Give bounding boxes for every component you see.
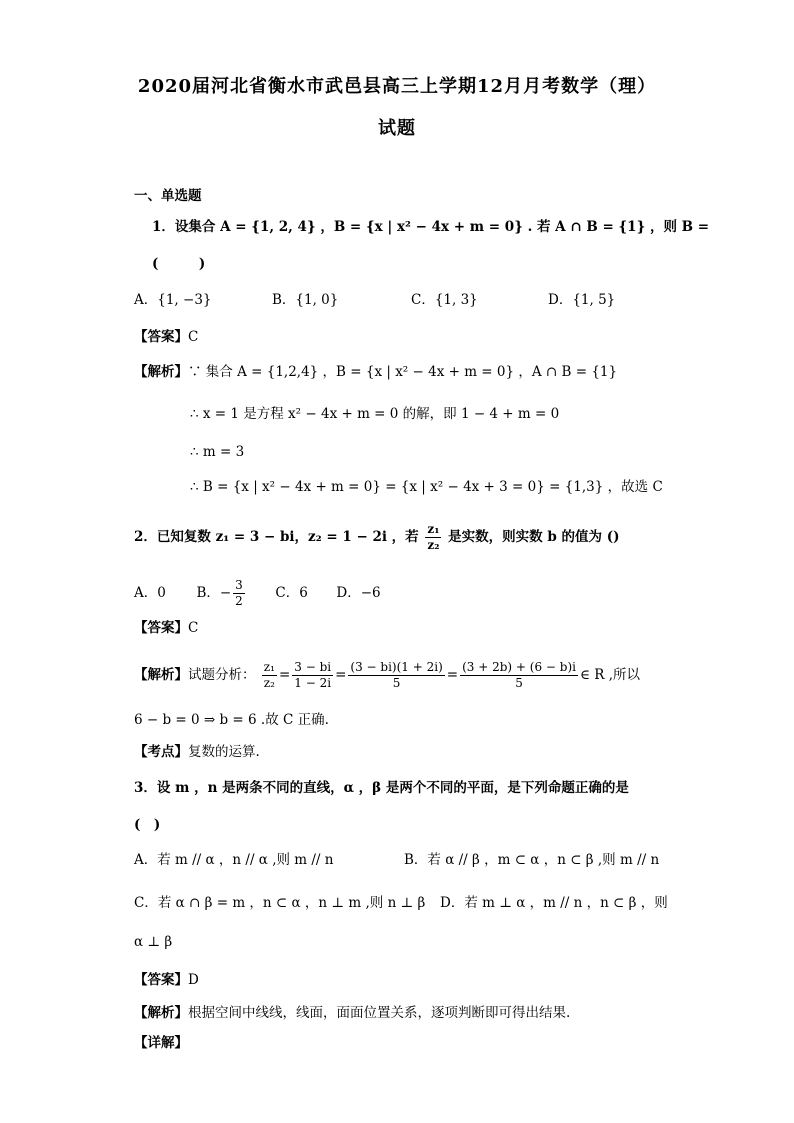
q2-stem — [134, 522, 620, 553]
q3-option-d-cont: α ⊥ β — [134, 934, 173, 950]
analysis-tag: 【解析】 — [134, 1005, 188, 1021]
answer-tag: 【答案】 — [134, 620, 188, 636]
frac-num: (3 − bi)(1 + 2i) — [350, 660, 443, 674]
q3-option-c: C．若 α ∩ β = m ，n ⊂ α ，n ⊥ m ,则 n ⊥ β — [134, 895, 426, 911]
answer-tag: 【答案】 — [134, 972, 188, 988]
analysis-text: 根据空间中线线，线面，面面位置关系，逐项判断即可得出结果. — [188, 1005, 571, 1021]
q3-analysis — [134, 1003, 570, 1023]
analysis-line: ∵ 集合 A = {1,2,4} ，B = {x | x² − 4x + m = 0} ，A ∩ B = {1} — [188, 364, 618, 380]
answer-value: C — [188, 329, 199, 345]
analysis-fraction-2 — [292, 660, 333, 691]
q2-option-b — [196, 578, 246, 608]
answer-value: D — [188, 972, 199, 988]
page-title: 2020届河北省衡水市武邑县高三上学期12月月考数学（理） — [137, 76, 657, 97]
analysis-fraction-1 — [262, 660, 277, 691]
frac-num: 3 − bi — [294, 660, 332, 674]
q2-stem-a: 2．已知复数 z₁ = 3 − bi，z₂ = 1 − 2i ，若 — [134, 529, 419, 545]
frac-num: (3 + 2b) + (6 − b)i — [462, 660, 576, 674]
q1-paren: ( ) — [152, 256, 206, 272]
analysis-prefix: 试题分析： — [188, 667, 256, 683]
analysis-fraction-4 — [460, 660, 578, 691]
q3-stem: 3．设 m ，n 是两条不同的直线，α ，β 是两个不同的平面，是下列命题正确的是 — [134, 780, 629, 796]
answer-tag: 【答案】 — [134, 329, 188, 345]
analysis-suffix: ∈ R ,所以 — [579, 667, 641, 683]
q1-analysis-line-3: ∴ m = 3 — [190, 444, 245, 460]
page-title-cont: 试题 — [378, 118, 416, 139]
q3-answer — [134, 970, 199, 990]
q2-analysis: 【解析】试题分析： $\frac{\text{z₁}}{\text{z₂}}$ = $\frac{3 - bi}{1 - 2i}$ = $\frac{(3 - bi)(1 + 2i)}{5}$ = $\frac{(3 + 2b) + (6 - b)i}{5}$ ∈ R ,所以 — [134, 660, 641, 690]
q3-option-d: D．若 m ⊥ α ，m // n ，n ⊂ β ，则 — [440, 895, 668, 911]
q2-fraction — [425, 522, 441, 553]
frac-num: z₁ — [263, 660, 275, 674]
frac-den: 1 − 2i — [294, 676, 332, 690]
q3-paren: ( ) — [134, 817, 161, 833]
section-heading: 一、单选题 — [134, 188, 202, 204]
analysis-tag: 【解析】 — [134, 364, 188, 380]
kaodian-text: 复数的运算. — [188, 744, 260, 760]
q2-options — [134, 578, 381, 609]
opt-b-prefix: B．− — [196, 585, 232, 601]
frac-num: 3 — [235, 578, 243, 592]
frac-den: 2 — [235, 594, 243, 608]
q1-option-c: C．{1, 3} — [411, 292, 478, 308]
kaodian-tag: 【考点】 — [134, 744, 188, 760]
opt-b-fraction — [233, 578, 245, 609]
analysis-tag: 【解析】 — [134, 667, 188, 683]
q3-option-a: A．若 m // α ，n // α ,则 m // n — [134, 852, 334, 868]
frac-num: z₁ — [427, 522, 440, 536]
q1-analysis — [134, 362, 617, 382]
answer-value: C — [188, 620, 199, 636]
q1-option-b: B．{1, 0} — [272, 292, 339, 308]
q3-detail-tag: 【详解】 — [134, 1035, 188, 1051]
frac-den: z₂ — [263, 676, 275, 690]
q2-option-a: A．0 — [134, 585, 166, 601]
frac-den: 5 — [515, 676, 523, 690]
q2-option-d: D．−6 — [336, 585, 381, 601]
q1-answer — [134, 327, 198, 347]
q2-stem-b: 是实数，则实数 b 的值为 () — [448, 529, 620, 545]
q1-option-a: A．{1, −3} — [134, 292, 212, 308]
q2-option-c: C．6 — [275, 585, 308, 601]
frac-den: 5 — [392, 676, 401, 690]
q2-answer — [134, 618, 198, 638]
q3-option-b: B．若 α // β ，m ⊂ α ，n ⊂ β ,则 m // n — [404, 852, 660, 868]
q1-stem: 1．设集合 A = {1, 2, 4} ，B = {x | x² − 4x + m = 0} . 若 A ∩ B = {1} ，则 B = — [152, 219, 710, 235]
analysis-fraction-3 — [348, 660, 444, 691]
q1-option-d: D．{1, 5} — [548, 292, 616, 308]
q1-analysis-line-4: ∴ B = {x | x² − 4x + m = 0} = {x | x² − 4x + 3 = 0} = {1,3} ，故选 C — [190, 479, 663, 495]
q2-analysis-line-2: 6 − b = 0 ⇒ b = 6 .故 C 正确. — [134, 712, 329, 728]
frac-den: z₂ — [427, 538, 440, 552]
q1-analysis-line-2: ∴ x = 1 是方程 x² − 4x + m = 0 的解，即 1 − 4 + m = 0 — [190, 406, 560, 422]
q2-kaodian — [134, 742, 260, 762]
